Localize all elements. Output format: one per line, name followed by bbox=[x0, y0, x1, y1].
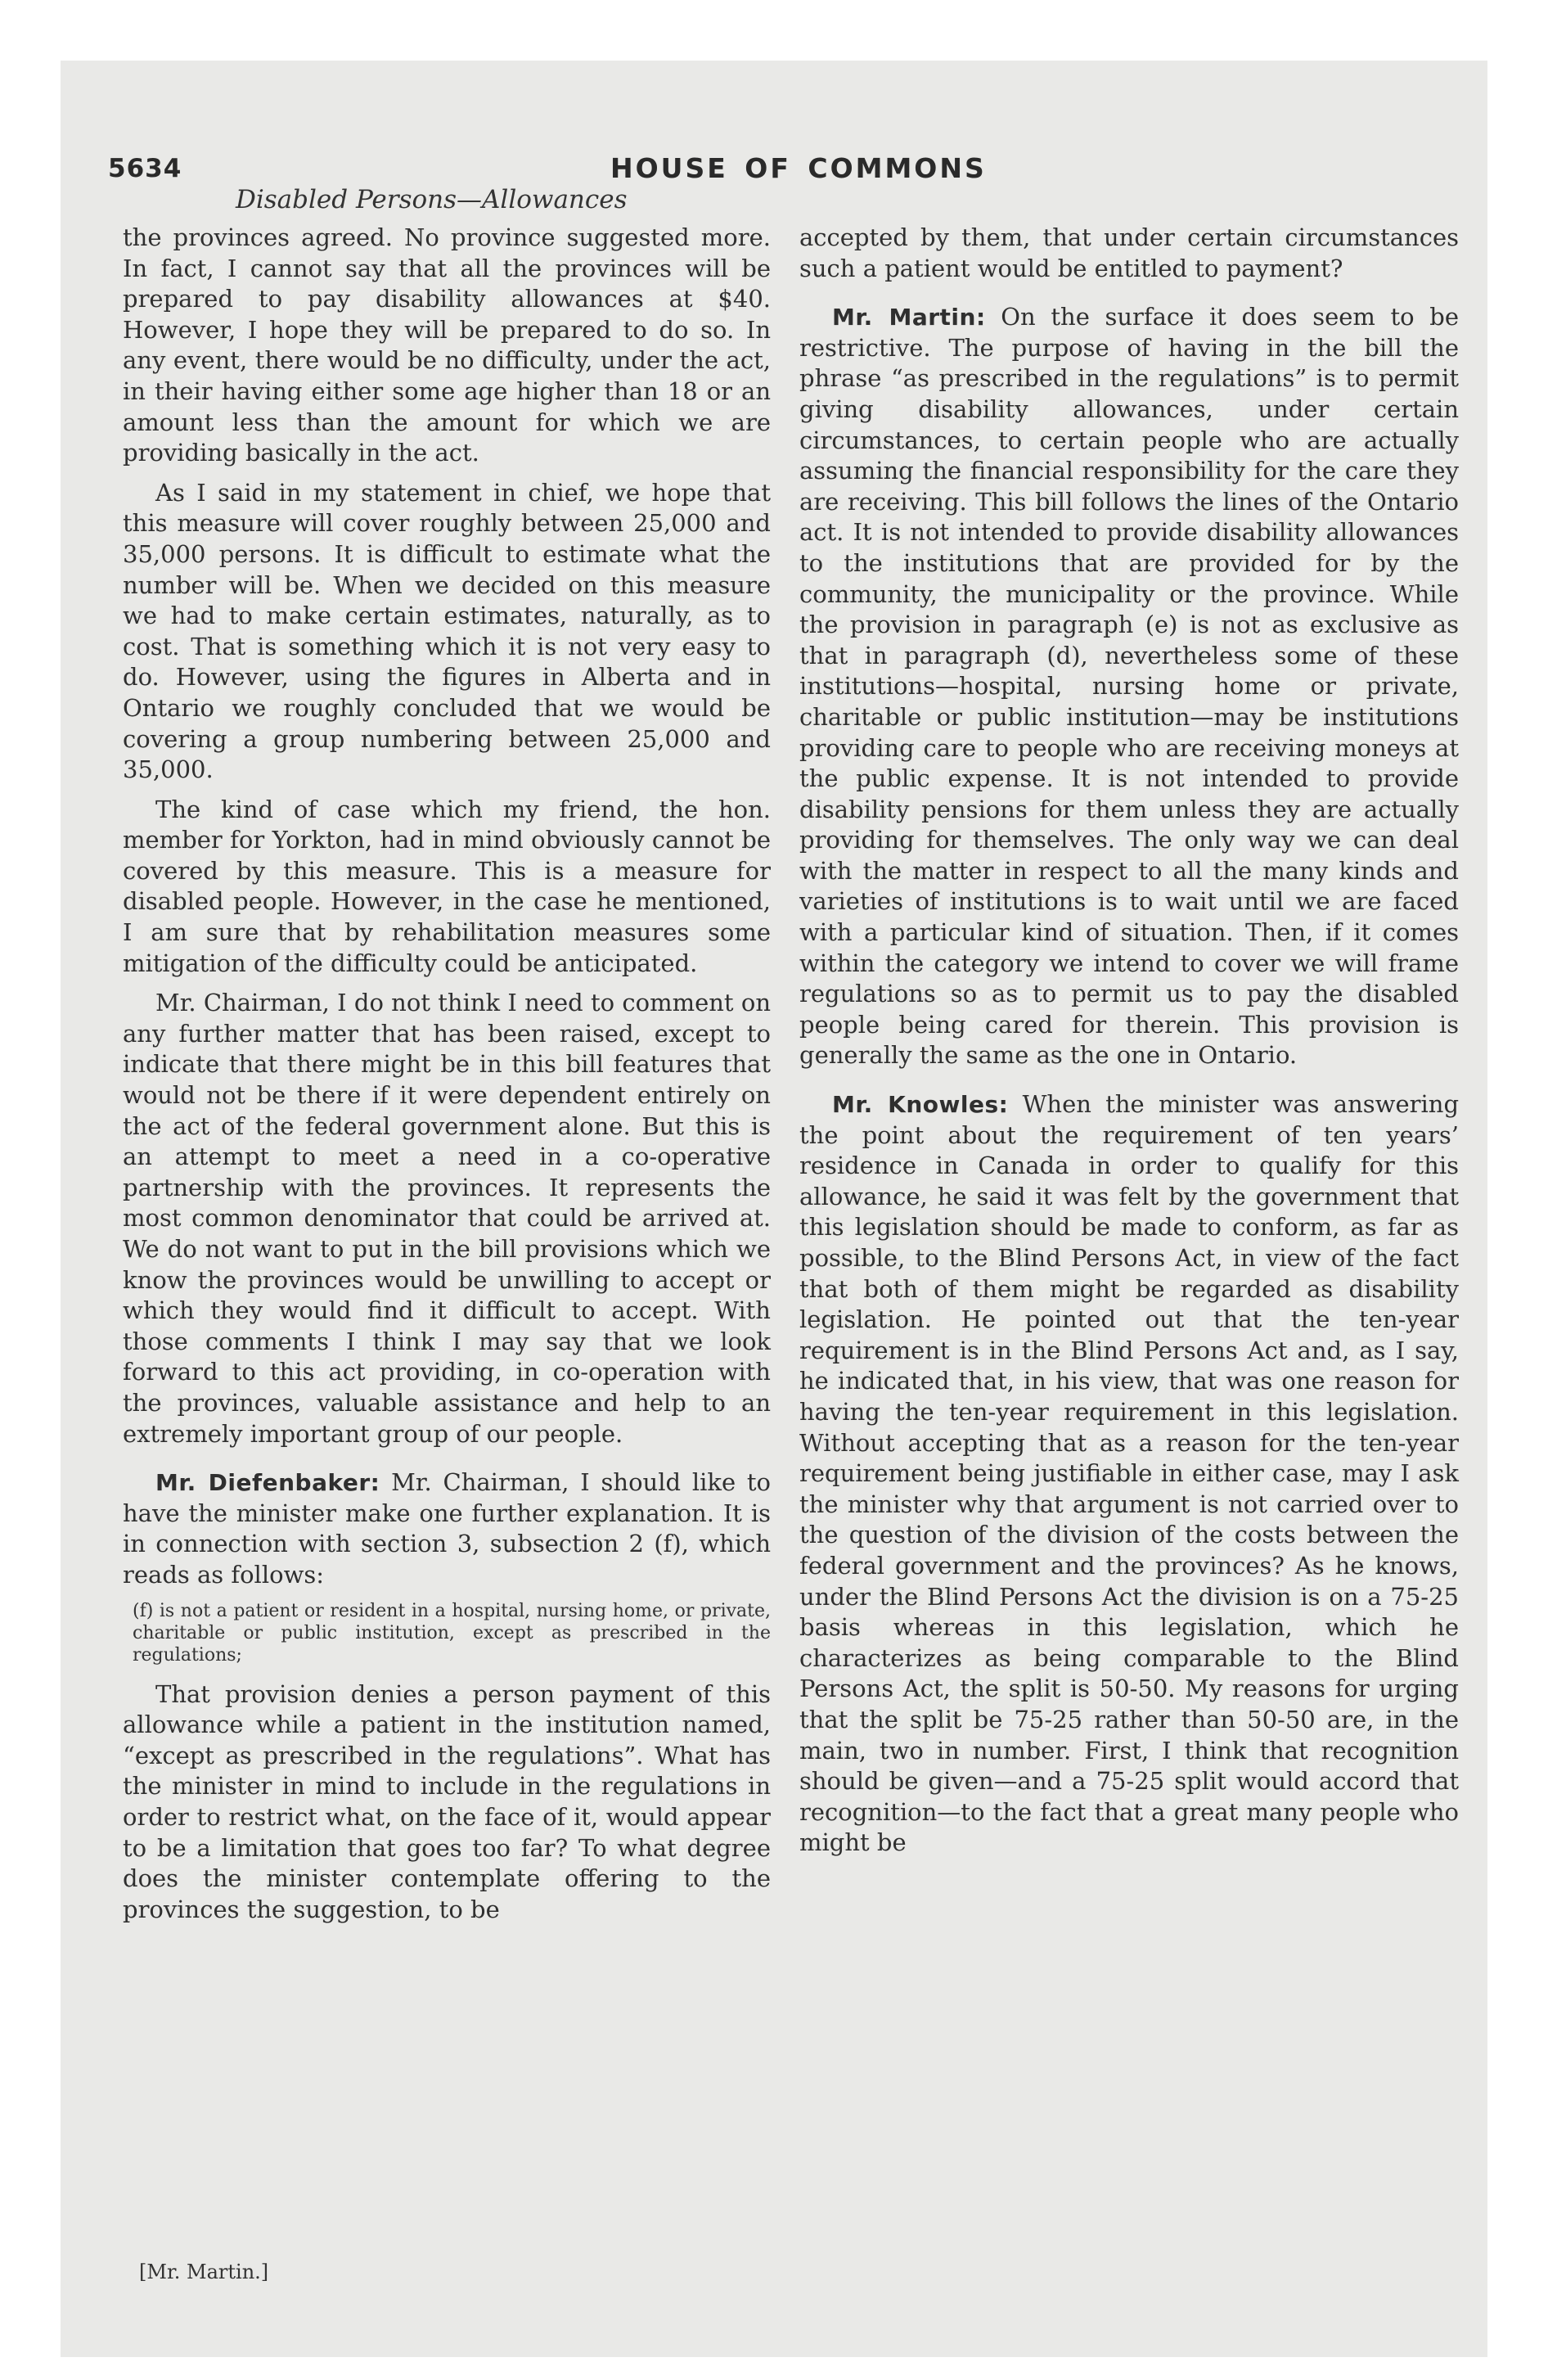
speaker-name: Mr. Martin: bbox=[832, 304, 986, 331]
speech-paragraph bbox=[799, 1089, 1459, 1859]
footer-attribution: [Mr. Martin.] bbox=[139, 2261, 269, 2283]
paragraph: As I said in my statement in chief, we hope that this measure will cover roughly between 25,000 and 35,000 persons. It is difficult to estimate what the number will be. When we decided on this measure we had to make certain estimates, naturally, as to cost. That is something which it is not very easy to do. However, using the figures in Alberta and in Ontario we roughly concluded that we would be covering a group numbering between 25,000 and 35,000. bbox=[123, 478, 771, 784]
speaker-name: Mr. Knowles: bbox=[832, 1091, 1009, 1119]
speech-paragraph bbox=[123, 1467, 771, 1590]
paragraph: The kind of case which my friend, the hon. member for Yorkton, had in mind obviously cannot be covered by this measure. This is a measure for disabled people. However, in the case he mentioned, I am sure that by rehabilitation measures some mitigation of the difficulty could be anticipated. bbox=[123, 795, 771, 977]
quoted-subsection: (f) is not a patient or resident in a hospital, nursing home, or private, charitable or public institution, except as prescribed in the regulations; bbox=[133, 1600, 771, 1666]
speaker-name: Mr. Diefenbaker: bbox=[155, 1469, 380, 1497]
paragraph: Mr. Chairman, I do not think I need to comment on any further matter that has been raised, except to indicate that there might be in this bill features that would not be there if it were dependent entirely on the act of the federal government alone. But this is an attempt to meet a need in a co-operative partnership with the provinces. It represents the most common denominator that could be arrived at. We do not want to put in the bill provisions which we know the provinces would be unwilling to accept or which they would find it difficult to accept. With those comments I think I may say that we look forward to this act providing, in co-operation with the provinces, valuable assistance and help to an extremely important group of our people. bbox=[123, 989, 771, 1448]
left-column bbox=[123, 223, 771, 1934]
paragraph: That provision denies a person payment of this allowance while a patient in the institution named, “except as prescribed in the regulations”. What has the minister in mind to include in the regulations in order to restrict what, on the face of it, would appear to be a limitation that goes too far? To what degree does the minister contemplate offering to the provinces the suggestion, to be bbox=[123, 1679, 771, 1923]
speech-text: On the surface it does seem to be restrictive. The purpose of having in the bill the phrase “as prescribed in the regulations” is to permit giving disability allowances, under certain circumstances, to certain people who are actually assuming the financial responsibility for the care they are receiving. This bill follows the lines of the Ontario act. It is not intended to provide disability allowances to the institutions that are provided for by the community, the municipality or the province. While the provision in paragraph (e) is not as exclusive as that in paragraph (d), nevertheless some of these institutions—hospital, nursing home or private, charitable or public institution—may be institutions providing care to people who are receiving moneys at the public expense. It is not intended to provide disability pensions for them unless they are actually providing for themselves. The only way we can deal with the matter in respect to all the many kinds and varieties of institutions is to wait until we are faced with a particular kind of situation. Then, if it comes within the category we intend to cover we will frame regulations so as to permit us to pay the disabled people being cared for therein. This provision is generally the same as the one in Ontario. bbox=[799, 303, 1459, 1070]
page-header-title: HOUSE OF COMMONS bbox=[610, 152, 987, 184]
right-column bbox=[799, 223, 1459, 1868]
speech-text: Mr. Chairman, I should like to have the minister make one further explanation. It is in connection with section 3, subsection 2 (f), which reads as follows: bbox=[123, 1468, 772, 1589]
speech-text: When the minister was answering the point about the requirement of ten years’ residence in Canada in order to qualify for this allowance, he said it was felt by the government that this legislation should be made to conform, as far as possible, to the Blind Persons Act, in view of the fact that both of them might be regarded as disability legislation. He pointed out that the ten-year requirement is in the Blind Persons Act and, as I say, he indicated that, in his view, that was one reason for having the ten-year requirement in this legislation. Without accepting that as a reason for the ten-year requirement being justifiable in either case, may I ask the minister why that argument is not carried over to the question of the division of the costs between the federal government and the provinces? As he knows, under the Blind Persons Act the division is on a 75-25 basis whereas in this legislation, which he characterizes as being comparable to the Blind Persons Act, the split is 50-50. My reasons for urging that the split be 75-25 rather than 50-50 are, in the main, two in number. First, I think that recognition should be given—and a 75-25 split would accord that recognition—to the fact that a great many people who might be bbox=[799, 1090, 1460, 1857]
paragraph: accepted by them, that under certain circumstances such a patient would be entitled to payment? bbox=[799, 223, 1459, 282]
paragraph: the provinces agreed. No province suggested more. In fact, I cannot say that all the provinces will be prepared to pay disability allowances at $40. However, I hope they will be prepared to do so. In any event, there would be no difficulty, under the act, in their having either some age higher than 18 or an amount less than the amount for which we are providing basically in the act. bbox=[123, 223, 771, 467]
page-number: 5634 bbox=[108, 154, 182, 183]
speech-paragraph bbox=[799, 302, 1459, 1071]
running-title: Disabled Persons—Allowances bbox=[236, 185, 628, 214]
